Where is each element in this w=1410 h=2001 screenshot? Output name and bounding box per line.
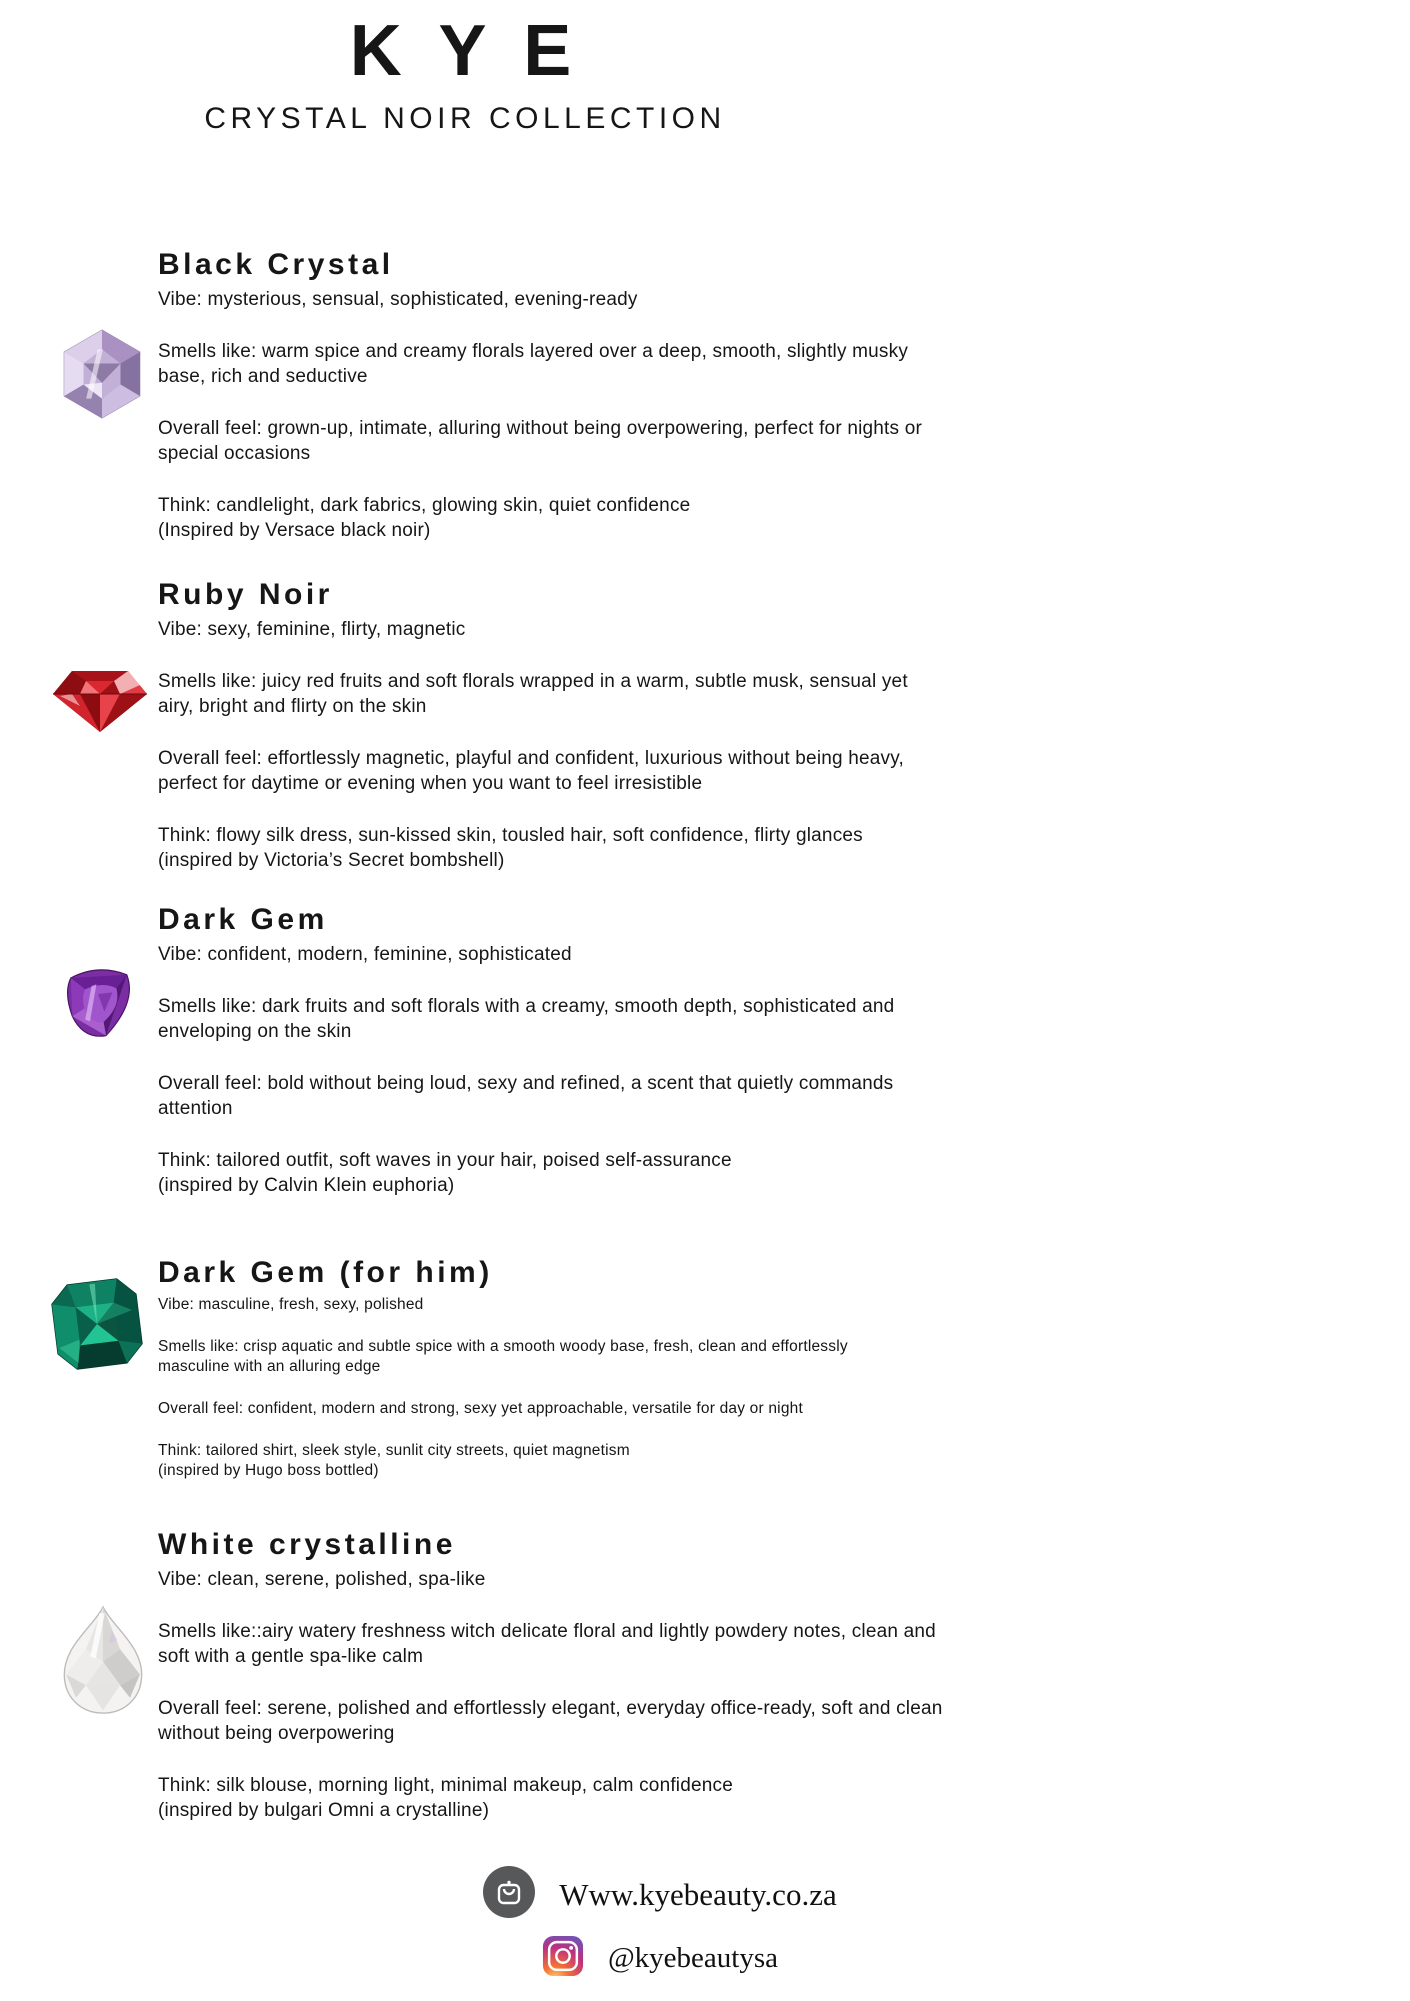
smells-like-line: Smells like: crisp aquatic and subtle spice with a smooth woody base, fresh, clean and effortlessly masculine with an alluring edge (158, 1338, 848, 1375)
inspired-by-line: (inspired by bulgari Omni a crystalline) (158, 1800, 490, 1821)
inspired-by-line: (inspired by Victoria’s Secret bombshell) (158, 850, 505, 871)
smells-like-line: Smells like: warm spice and creamy florals layered over a deep, smooth, slightly musky base, rich and seductive (158, 341, 909, 387)
brand-header (0, 11, 930, 136)
overall-feel-line: Overall feel: bold without being loud, sexy and refined, a scent that quietly commands attention (158, 1073, 894, 1119)
think-line: Think: flowy silk dress, sun-kissed skin, tousled hair, soft confidence, flirty glances (158, 825, 863, 846)
think-line: Think: candlelight, dark fabrics, glowing skin, quiet confidence (158, 495, 691, 516)
smells-like-line: Smells like::airy watery freshness witch delicate floral and lightly powdery notes, clean and soft with a gentle spa-like calm (158, 1621, 936, 1667)
overall-feel-line: Overall feel: grown-up, intimate, alluring without being overpowering, perfect for nights or special occasions (158, 418, 923, 464)
product-title: Black Crystal (158, 248, 394, 281)
instagram-handle[interactable]: @kyebeautysa (607, 1942, 779, 1974)
contact-footer (0, 1866, 1320, 1982)
section-ruby-noir (0, 578, 1410, 873)
vibe-line: Vibe: clean, serene, polished, spa-like (158, 1569, 486, 1590)
product-title: Ruby Noir (158, 578, 333, 611)
vibe-line: Vibe: confident, modern, feminine, sophisticated (158, 944, 572, 965)
section-black-crystal (0, 248, 1410, 543)
vibe-line: Vibe: sexy, feminine, flirty, magnetic (158, 619, 466, 640)
instagram-row (542, 1935, 778, 1982)
vibe-line: Vibe: masculine, fresh, sexy, polished (158, 1296, 424, 1313)
product-title: White crystalline (158, 1528, 456, 1561)
section-dark-gem-for-him (0, 1256, 1410, 1481)
inspired-by-line: (inspired by Calvin Klein euphoria) (158, 1175, 455, 1196)
inspired-by-line: (Inspired by Versace black noir) (158, 520, 431, 541)
instagram-icon (542, 1935, 584, 1982)
think-line: Think: silk blouse, morning light, minimal makeup, calm confidence (158, 1775, 733, 1796)
collection-subtitle: CRYSTAL NOIR COLLECTION (204, 101, 726, 135)
smells-like-line: Smells like: juicy red fruits and soft florals wrapped in a warm, subtle musk, sensual yet airy, bright and flirty on the skin (158, 671, 908, 717)
overall-feel-line: Overall feel: confident, modern and strong, sexy yet approachable, versatile for day or night (158, 1400, 803, 1417)
overall-feel-line: Overall feel: effortlessly magnetic, playful and confident, luxurious without being heavy, perfect for daytime or evening when you want to feel irresistible (158, 748, 905, 794)
vibe-line: Vibe: mysterious, sensual, sophisticated, evening-ready (158, 289, 638, 310)
website-row (483, 1866, 836, 1923)
product-title: Dark Gem (158, 903, 328, 936)
shopping-bag-icon (483, 1866, 535, 1923)
section-dark-gem (0, 903, 1410, 1198)
brand-name: K Y E (349, 11, 581, 91)
think-line: Think: tailored outfit, soft waves in your hair, poised self-assurance (158, 1150, 732, 1171)
overall-feel-line: Overall feel: serene, polished and effortlessly elegant, everyday office-ready, soft and clean without being overpowering (158, 1698, 943, 1744)
product-title: Dark Gem (for him) (158, 1256, 493, 1289)
section-white-crystalline (0, 1528, 1410, 1823)
think-line: Think: tailored shirt, sleek style, sunlit city streets, quiet magnetism (158, 1442, 630, 1459)
smells-like-line: Smells like: dark fruits and soft florals with a creamy, smooth depth, sophisticated and enveloping on the skin (158, 996, 895, 1042)
website-link[interactable]: Www.kyebeauty.co.za (559, 1876, 837, 1912)
inspired-by-line: (inspired by Hugo boss bottled) (158, 1462, 379, 1479)
